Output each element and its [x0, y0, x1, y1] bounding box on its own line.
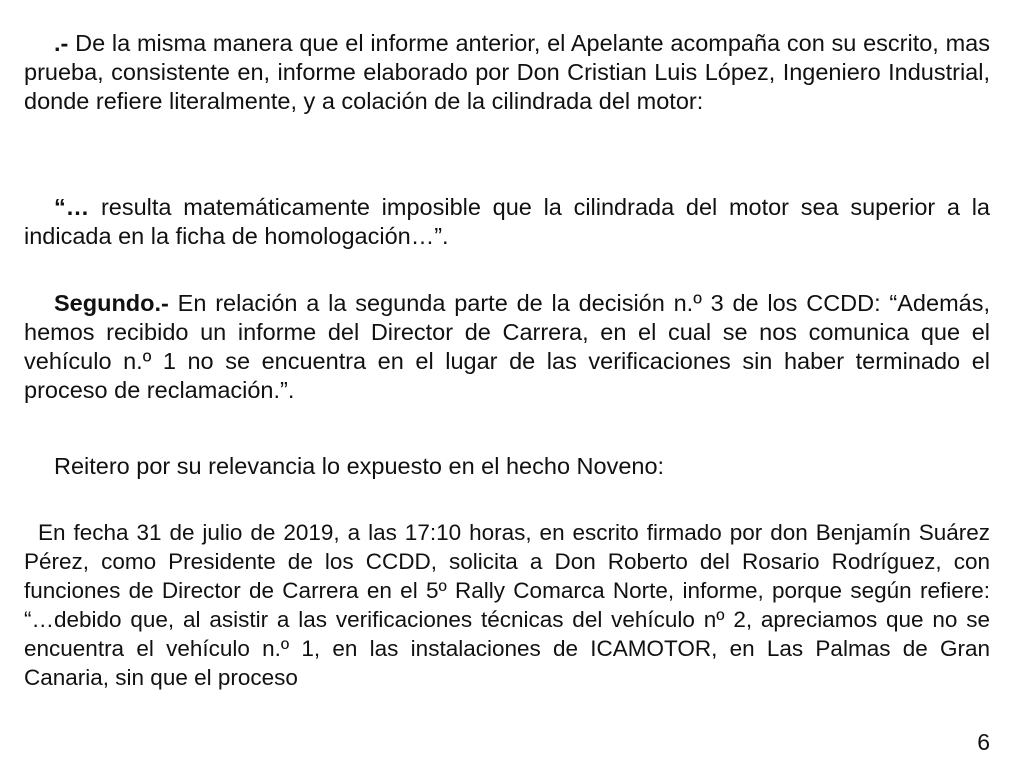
paragraph-lead: .- [54, 30, 69, 56]
page-number: 6 [977, 729, 990, 755]
paragraph-text: resulta matemáticamente imposible que la cilindrada del motor sea superior a la indicada en la ficha de homologación…”. [24, 194, 990, 249]
paragraph-hecho-noveno [24, 518, 990, 692]
paragraph-text: Reitero por su relevancia lo expuesto en el hecho Noveno: [54, 453, 665, 479]
paragraph-apelante-prueba [24, 29, 990, 116]
paragraph-quote-cilindrada [24, 193, 990, 251]
paragraph-reitero [24, 452, 990, 481]
paragraph-text: En relación a la segunda parte de la decisión n.º 3 de los CCDD: “Además, hemos recibido un informe del Director de Carrera, en el cual se nos comunica que el vehículo n.º 1 no se encuentra en el lugar de las verificaciones sin haber terminado el proceso de reclamación.”. [24, 290, 990, 403]
paragraph-lead: Segundo.- [54, 290, 169, 316]
paragraph-segundo [24, 289, 990, 405]
paragraph-text: En fecha 31 de julio de 2019, a las 17:10 horas, en escrito firmado por don Benjamín Suárez Pérez, como Presidente de los CCDD, solicita a Don Roberto del Rosario Rodríguez, con funciones de Director de Carrera en el 5º Rally Comarca Norte, informe, porque según refiere: “…debido que, al asistir a las verificaciones técnicas del vehículo nº 2, apreciamos que no se encuentra el vehículo n.º 1, en las instalaciones de ICAMOTOR, en Las Palmas de Gran Canaria, sin que el proceso [24, 520, 990, 690]
paragraph-lead: “… [54, 194, 90, 220]
paragraph-text: De la misma manera que el informe anterior, el Apelante acompaña con su escrito, mas prueba, consistente en, informe elaborado por Don Cristian Luis López, Ingeniero Industrial, donde refiere literalmente, y a colación de la cilindrada del motor: [24, 30, 990, 114]
